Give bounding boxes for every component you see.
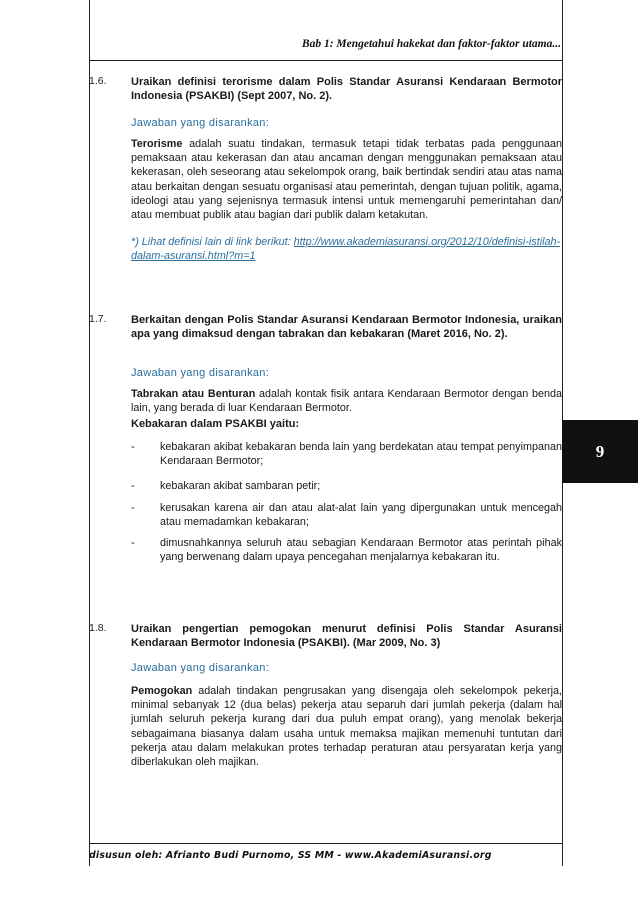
- defined-term: Pemogokan: [131, 685, 193, 697]
- definition-text: adalah suatu tindakan, termasuk tetapi tidak terbatas pada penggunaan pemaksaan atau kekerasan dan atau ancaman dengan menggunakan pemaksaan atau kekerasan, oleh seseorang atau sekelompok orang, baik bertindak sendiri atau atas nama atau berkaitan dengan sesuatu organisasi atau pemerintah, dengan tujuan politik, agama, ideologi atau yang sejenisnya termasuk intensi untuk memengaruhi pemerintahan dan/ atau membuat publik atau bagian dari publik dalam ketakutan.: [131, 138, 562, 222]
- left-margin-rule: [89, 0, 90, 866]
- footer-rule: [89, 843, 562, 844]
- section-number: 1.6.: [89, 75, 107, 87]
- answer-paragraph: [131, 684, 562, 769]
- subheading: Kebakaran dalam PSAKBI yaitu:: [131, 418, 300, 430]
- note-prefix: *) Lihat definisi lain di link berikut:: [131, 236, 294, 248]
- answer-paragraph: [131, 137, 562, 222]
- list-dash: -: [131, 441, 135, 453]
- defined-term: Tabrakan atau Benturan: [131, 388, 256, 400]
- reference-note: [131, 235, 562, 263]
- answer-paragraph: [131, 387, 562, 415]
- answer-label: Jawaban yang disarankan:: [131, 117, 270, 129]
- list-item-text: dimusnahkannya seluruh atau sebagian Kendaraan Bermotor atas perintah pihak yang berwenang dalam upaya pencegahan menjalarnya kebakaran itu.: [160, 537, 562, 564]
- defined-term: Terorisme: [131, 138, 183, 150]
- list-item-text: kebakaran akibat kebakaran benda lain yang berdekatan atau tempat penyimpanan Kendaraan Bermotor;: [160, 441, 562, 468]
- list-item-text: kerusakan karena air dan atau alat-alat lain yang dipergunakan untuk mencegah atau memadamkan kebakaran;: [160, 502, 562, 529]
- list-dash: -: [131, 537, 135, 549]
- running-header: Bab 1: Mengetahui hakekat dan faktor-faktor utama...: [301, 38, 561, 50]
- footer-credit: disusun oleh: Afrianto Budi Purnomo, SS MM - www.AkademiAsuransi.org: [89, 850, 492, 861]
- answer-label: Jawaban yang disarankan:: [131, 367, 270, 379]
- list-item-text: kebakaran akibat sambaran petir;: [160, 480, 321, 492]
- answer-label: Jawaban yang disarankan:: [131, 662, 270, 674]
- question-text: Uraikan definisi terorisme dalam Polis Standar Asuransi Kendaraan Bermotor Indonesia (PSAKBI) (Sept 2007, No. 2).: [131, 76, 562, 102]
- list-dash: -: [131, 480, 135, 492]
- reference-link[interactable]: http://www.akademiasuransi.org/2012/10/definisi-istilah-dalam-asuransi.html?m=1: [131, 236, 561, 263]
- header-rule: [89, 60, 562, 61]
- list-dash: -: [131, 502, 135, 514]
- definition-text: adalah kontak fisik antara Kendaraan Bermotor dengan benda lain, yang berada di luar Kendaraan Bermotor.: [131, 388, 562, 415]
- chapter-tab: [562, 420, 638, 483]
- section-number: 1.8.: [89, 622, 107, 634]
- definition-text: adalah tindakan pengrusakan yang disengaja oleh sekelompok pekerja, minimal sebanyak 12 (dua belas) pekerja atau separuh dari jumlah pekerja (dalam hal jumlah seluruh pekerja kurang dari dua puluh empat orang), yang menolak bekerja sebagaimana biasanya dalam usaha untuk memaksa majikan memenuhi tuntutan dari pekerja atau dalam melakukan protes terhadap peraturan atau persyaratan kerja yang diberlakukan oleh majikan.: [131, 685, 562, 769]
- chapter-number: 9: [595, 441, 605, 461]
- question-text: Berkaitan dengan Polis Standar Asuransi Kendaraan Bermotor Indonesia, uraikan apa yang dimaksud dengan tabrakan dan kebakaran (Maret 2016, No. 2).: [131, 314, 562, 340]
- section-number: 1.7.: [89, 313, 107, 325]
- question-text: Uraikan pengertian pemogokan menurut definisi Polis Standar Asuransi Kendaraan Bermotor Indonesia (PSAKBI). (Mar 2009, No. 3): [131, 623, 562, 649]
